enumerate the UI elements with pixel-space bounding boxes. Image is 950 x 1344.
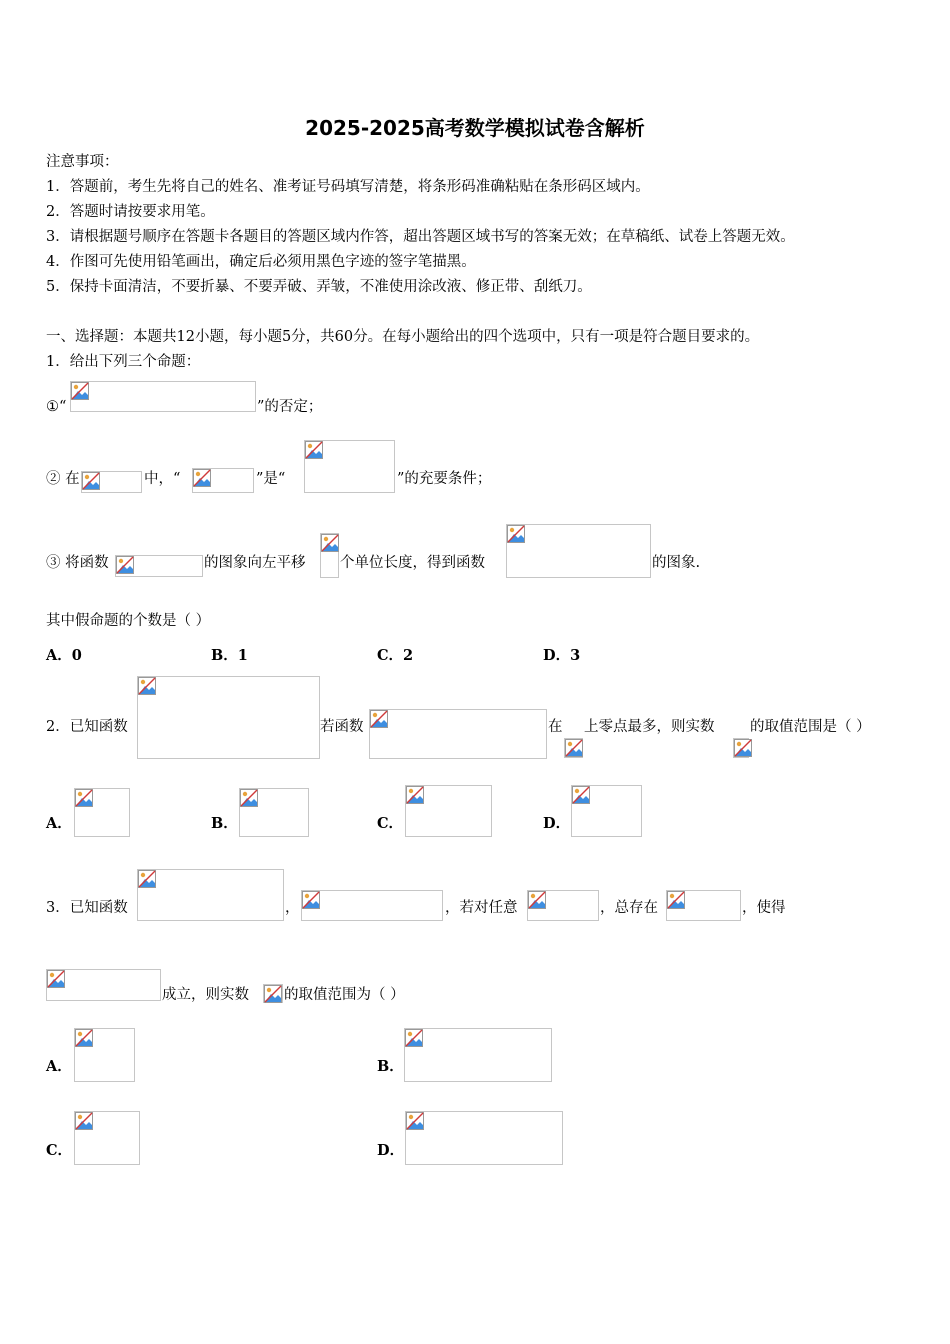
notice-item-5: 5．保持卡面清洁，不要折暴、不要弄破、弄皱，不准使用涂改液、修正带、刮纸刀。 — [46, 279, 592, 295]
q1-p3-a: ③ 将函数 — [46, 555, 109, 571]
option-label: B． — [211, 647, 238, 664]
formula-image — [320, 533, 339, 578]
formula-image — [733, 738, 749, 758]
notice-heading: 注意事项： — [46, 154, 119, 170]
q3-stem-d: ，总存在 — [600, 900, 658, 916]
q1-p2-d: ”的充要条件； — [397, 471, 492, 487]
formula-image — [506, 524, 651, 578]
formula-image — [239, 788, 309, 837]
broken-image-icon — [193, 469, 211, 487]
q1-p1-suffix: ”的否定； — [257, 399, 323, 415]
option-label: A． — [46, 647, 72, 664]
broken-image-icon — [75, 1029, 93, 1047]
q1-question: 其中假命题的个数是（ ） — [46, 613, 211, 629]
q3-stem-f: 成立，则实数 — [162, 987, 249, 1003]
option-value: 1 — [237, 647, 248, 664]
q3-stem-e: ，使得 — [742, 900, 786, 916]
option-label: D． — [543, 647, 571, 664]
formula-image — [405, 1111, 563, 1165]
formula-image — [404, 1028, 552, 1082]
q1-option-b[interactable] — [211, 647, 248, 665]
q2-stem-c: 在 — [548, 719, 563, 735]
formula-image — [74, 1028, 135, 1082]
formula-image — [263, 984, 283, 1003]
q1-option-a[interactable] — [46, 647, 82, 665]
notice-item-4: 4．作图可先使用铅笔画出，确定后必须用黑色字迹的签字笔描黑。 — [46, 254, 476, 270]
formula-image — [666, 890, 741, 921]
broken-image-icon — [71, 382, 89, 400]
formula-image — [304, 440, 395, 493]
broken-image-icon — [507, 525, 525, 543]
q1-option-d[interactable] — [543, 647, 580, 665]
q3-stem-c: ，若对任意 — [445, 900, 518, 916]
formula-image — [137, 676, 320, 759]
q1-p2-b: 中，“ — [144, 471, 181, 487]
q1-p3-c: 个单位长度，得到函数 — [340, 555, 485, 571]
q2-stem-b: 若函数 — [320, 719, 364, 735]
broken-image-icon — [138, 677, 156, 695]
broken-image-icon — [565, 739, 583, 757]
broken-image-icon — [264, 985, 282, 1003]
q1-p2-c: ”是“ — [256, 471, 286, 487]
q2-stem-d: 上零点最多，则实数 — [584, 719, 715, 735]
formula-image — [74, 1111, 140, 1165]
q3-stem-g: 的取值范围为（ ） — [284, 987, 405, 1003]
q2-option-d[interactable]: D． — [543, 815, 571, 832]
formula-image — [137, 869, 284, 921]
formula-image — [115, 555, 203, 577]
broken-image-icon — [406, 1112, 424, 1130]
option-label: C． — [377, 647, 404, 664]
broken-image-icon — [528, 891, 546, 909]
section-heading: 一、选择题：本题共12小题，每小题5分，共60分。在每小题给出的四个选项中，只有一项是符合题目要求的。 — [46, 329, 760, 345]
q2-stem-e: 的取值范围是（ ） — [750, 719, 871, 735]
q3-option-d[interactable]: D． — [377, 1142, 405, 1159]
formula-image — [564, 738, 583, 758]
formula-image — [192, 468, 254, 493]
broken-image-icon — [321, 534, 339, 552]
formula-image — [405, 785, 492, 837]
notice-item-3: 3．请根据题号顺序在答题卡各题目的答题区域内作答，超出答题区域书写的答案无效；在草稿纸、试卷上答题无效。 — [46, 229, 795, 245]
q1-p1-prefix: ①“ — [46, 399, 67, 415]
formula-image — [46, 969, 161, 1001]
q2-option-b[interactable]: B． — [211, 815, 238, 832]
broken-image-icon — [734, 739, 752, 757]
formula-image — [81, 471, 142, 493]
q1-p2-a: ② 在 — [46, 471, 80, 487]
formula-image — [70, 381, 256, 412]
q2-option-a[interactable]: A． — [46, 815, 72, 832]
formula-image — [527, 890, 599, 921]
broken-image-icon — [138, 870, 156, 888]
broken-image-icon — [370, 710, 388, 728]
q3-option-a[interactable]: A． — [46, 1058, 72, 1075]
formula-image — [571, 785, 642, 837]
broken-image-icon — [305, 441, 323, 459]
option-value: 0 — [71, 647, 82, 664]
formula-image — [369, 709, 547, 759]
q1-stem: 1．给出下列三个命题： — [46, 354, 201, 370]
q1-p3-b: 的图象向左平移 — [204, 555, 306, 571]
q2-stem-a: 2．已知函数 — [46, 719, 128, 735]
broken-image-icon — [47, 970, 65, 988]
q2-option-c[interactable]: C． — [377, 815, 404, 832]
q3-stem-b: ， — [285, 900, 300, 916]
option-value: 2 — [403, 647, 414, 664]
q3-stem-a: 3．已知函数 — [46, 900, 128, 916]
formula-image — [74, 788, 130, 837]
broken-image-icon — [82, 472, 100, 490]
broken-image-icon — [75, 789, 93, 807]
broken-image-icon — [116, 556, 134, 574]
notice-item-1: 1．答题前，考生先将自己的姓名、准考证号码填写清楚，将条形码准确粘贴在条形码区域内。 — [46, 179, 650, 195]
option-value: 3 — [570, 647, 581, 664]
formula-image — [301, 890, 443, 921]
q1-option-c[interactable] — [377, 647, 413, 665]
notice-item-2: 2．答题时请按要求用笔。 — [46, 204, 215, 220]
q3-option-b[interactable]: B． — [377, 1058, 404, 1075]
page-title: 2025-2025高考数学模拟试卷含解析 — [305, 116, 645, 140]
q1-p3-d: 的图象. — [652, 555, 701, 571]
broken-image-icon — [406, 786, 424, 804]
q3-option-c[interactable]: C． — [46, 1142, 73, 1159]
broken-image-icon — [240, 789, 258, 807]
broken-image-icon — [667, 891, 685, 909]
broken-image-icon — [302, 891, 320, 909]
broken-image-icon — [572, 786, 590, 804]
broken-image-icon — [75, 1112, 93, 1130]
broken-image-icon — [405, 1029, 423, 1047]
